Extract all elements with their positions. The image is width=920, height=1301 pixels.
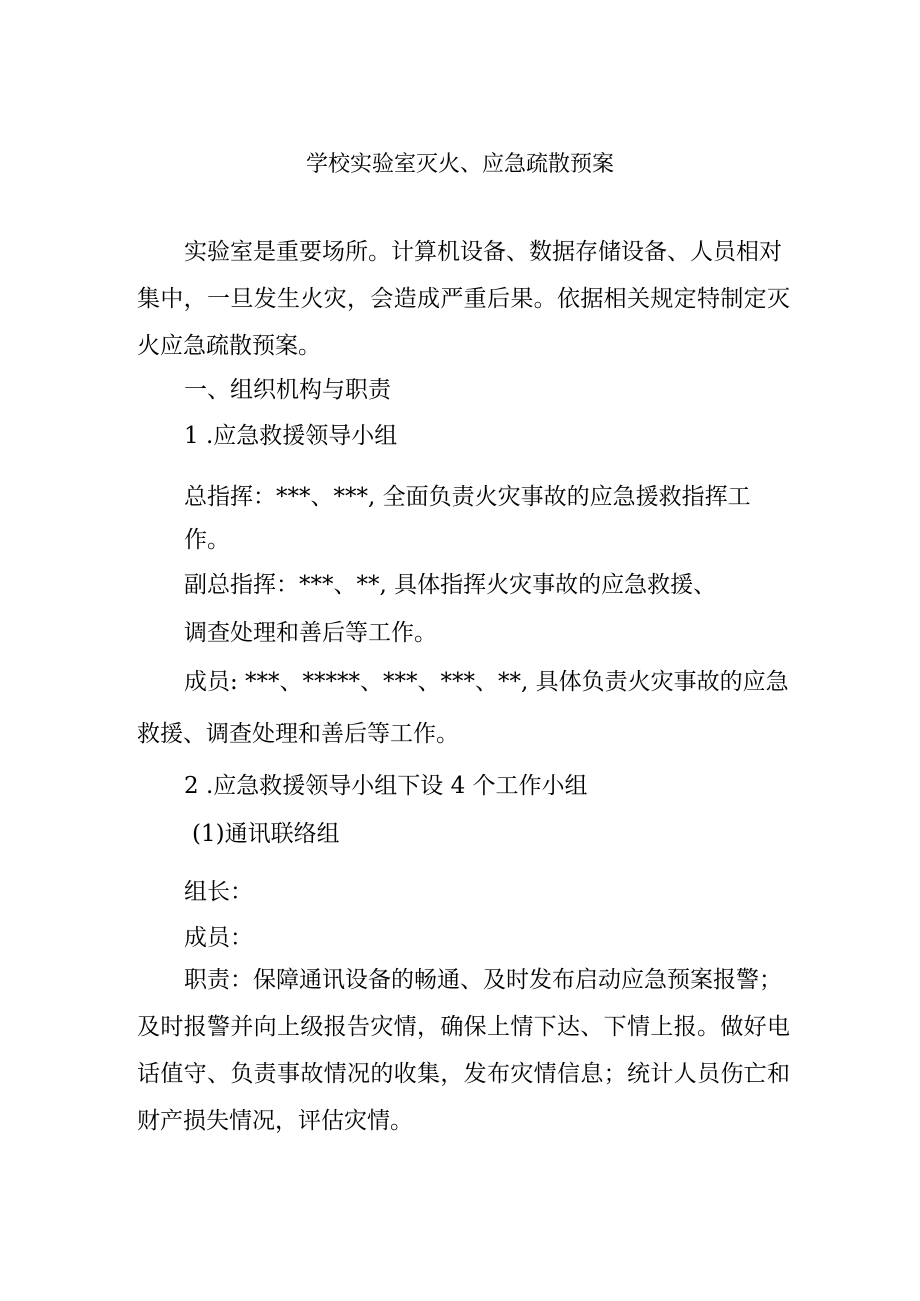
intro-line-3: 火应急疏散预案。 (137, 333, 321, 359)
members-line-1: 成员: ***、*****、***、***、**, 具体负责火灾事故的应急 (184, 669, 789, 695)
duties-line-2: 及时报警并向上级报告灾情，确保上情下达、下情上报。做好电 (137, 1014, 790, 1040)
document-title: 学校实验室灭火、应急疏散预案 (305, 152, 614, 177)
item-heading-work-groups: 2 .应急救援领导小组下设 4 个工作小组 (184, 773, 588, 799)
duties-line-1: 职责：保障通讯设备的畅通、及时发布启动应急预案报警； (184, 967, 782, 993)
intro-line-1: 实验室是重要场所。计算机设备、数据存储设备、人员相对 (184, 239, 782, 265)
section-heading-organization: 一、组织机构与职责 (184, 377, 391, 403)
group-heading-communication: (1)通讯联络组 (192, 821, 340, 847)
deputy-line-2: 调查处理和善后等工作。 (184, 620, 437, 646)
intro-line-2: 集中，一旦发生火灾，会造成严重后果。依据相关规定特制定灭 (137, 286, 790, 312)
deputy-line-1: 副总指挥：***、**, 具体指挥火灾事故的应急救援、 (184, 572, 717, 598)
duties-line-3: 话值守、负责事故情况的收集，发布灾情信息；统计人员伤亡和 (137, 1061, 790, 1087)
group-leader-label: 组长： (184, 879, 253, 905)
group-members-label: 成员： (184, 925, 253, 951)
duties-line-4: 财产损失情况，评估灾情。 (137, 1108, 413, 1134)
item-heading-leadership-group: 1 .应急救援领导小组 (184, 423, 398, 449)
commander-line-2: 作。 (184, 527, 230, 553)
commander-line-1: 总指挥：***、***, 全面负责火灾事故的应急援救指挥工 (184, 484, 751, 510)
members-line-2: 救援、调查处理和善后等工作。 (137, 721, 459, 747)
